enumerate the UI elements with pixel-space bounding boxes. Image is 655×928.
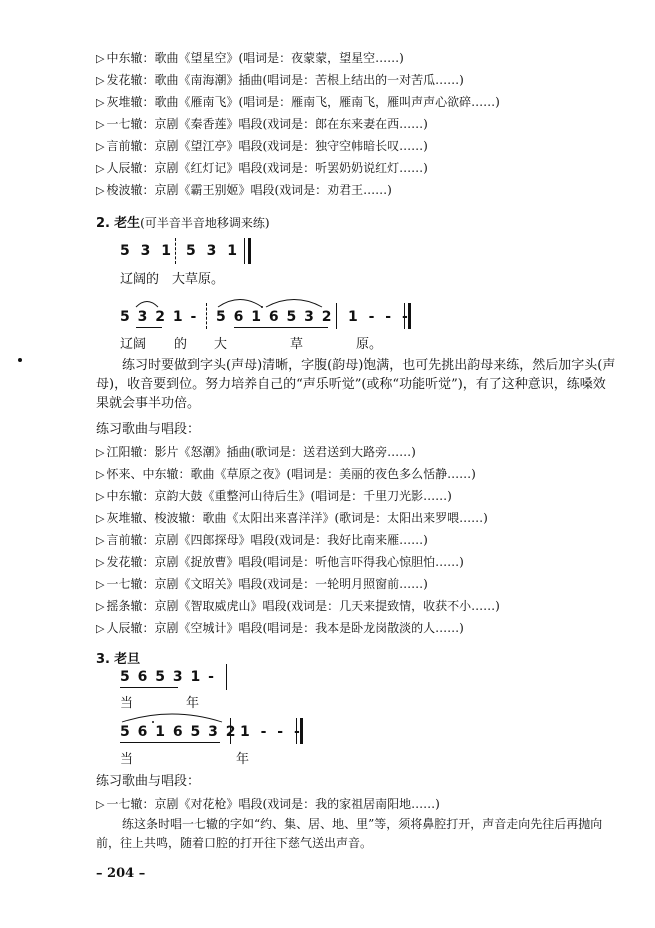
notation-measure: 5 3 2 1 - xyxy=(120,309,197,325)
underline-beam xyxy=(136,327,162,328)
triangle-marker-icon: ▷ xyxy=(96,798,105,811)
list-item: ▷ 一七辙：京剧《文昭关》唱段(戏词是：一轮明月照窗前……) xyxy=(96,577,428,591)
list-item: ▷ 发花辙：歌曲《南海潮》插曲(唱词是：苦根上结出的一对苦瓜……) xyxy=(96,73,464,87)
page-number: – 204 – xyxy=(96,866,146,881)
list-item: ▷ 言前辙：京剧《四郎探母》唱段(戏词是：我好比南来雁……) xyxy=(96,533,428,547)
lyric-word: 大 xyxy=(214,337,228,352)
triangle-marker-icon: ▷ xyxy=(96,446,105,459)
triangle-marker-icon: ▷ xyxy=(96,578,105,591)
body-paragraph: 练习时要做到字头(声母)清晰，字腹(韵母)饱满，也可先挑出韵母来练，然后加字头(声母)，收音要到位。努力培养自己的“声乐听觉”(或称“功能听觉”)，有了这种意识，练嗓效果就会事半功倍。 xyxy=(96,358,616,411)
lyric-word: 当 xyxy=(120,696,134,711)
lyric-word: 原。 xyxy=(356,337,383,352)
triangle-marker-icon: ▷ xyxy=(96,184,105,197)
list-item: ▷ 摇条辙：京剧《智取威虎山》唱段(戏词是：几天来提致情，收获不小……) xyxy=(96,599,500,613)
bar-line xyxy=(404,303,405,329)
high-octave-dot xyxy=(152,721,154,723)
triangle-marker-icon: ▷ xyxy=(96,468,105,481)
underline-beam xyxy=(120,687,178,688)
triangle-marker-icon: ▷ xyxy=(96,512,105,525)
list-item: ▷ 一七辙：京剧《秦香莲》唱段(戏词是：郎在东来妻在西……) xyxy=(96,117,428,131)
triangle-marker-icon: ▷ xyxy=(96,490,105,503)
underline-beam xyxy=(234,327,328,328)
lyric-word: 年 xyxy=(236,752,250,767)
triangle-marker-icon: ▷ xyxy=(96,74,105,87)
bar-line xyxy=(336,303,337,329)
notation-measure: 5 3 1 xyxy=(120,243,171,259)
triangle-marker-icon: ▷ xyxy=(96,118,105,131)
list-item: ▷ 怀来、中东辙：歌曲《草原之夜》(唱词是：美丽的夜色多么恬静……) xyxy=(96,467,476,481)
notation-measure: 1 - - - xyxy=(348,309,408,325)
triangle-marker-icon: ▷ xyxy=(96,162,105,175)
list-item: ▷ 一七辙：京剧《对花枪》唱段(戏词是：我的家祖居南阳地……) xyxy=(96,797,440,811)
slur xyxy=(218,300,262,308)
lyric-word: 当 xyxy=(120,752,134,767)
triangle-marker-icon: ▷ xyxy=(96,556,105,569)
list-item: ▷ 人辰辙：京剧《空城计》唱段(唱词是：我本是卧龙岗散淡的人……) xyxy=(96,621,464,635)
bar-line xyxy=(230,718,231,744)
slur xyxy=(122,714,222,722)
section-heading: 2. 老生(可半音半音地移调来练) xyxy=(96,216,270,231)
notation-measure: 5 3 1 xyxy=(186,243,237,259)
triangle-marker-icon: ▷ xyxy=(96,534,105,547)
notation-measure: 1 - - - xyxy=(240,724,300,740)
lyric-line: 辽阔的 大草原。 xyxy=(120,272,225,287)
practice-label: 练习歌曲与唱段： xyxy=(96,422,201,437)
list-item: ▷ 人辰辙：京剧《红灯记》唱段(戏词是：听罢奶奶说红灯……) xyxy=(96,161,428,175)
practice-label: 练习歌曲与唱段： xyxy=(96,774,201,789)
triangle-marker-icon: ▷ xyxy=(96,600,105,613)
underline-beam xyxy=(120,742,220,743)
list-item: ▷ 梭波辙：京剧《霸王别姬》唱段(戏词是：劝君王……) xyxy=(96,183,392,197)
section-heading: 3. 老旦 xyxy=(96,652,141,667)
slur xyxy=(136,302,158,308)
list-item: ▷ 江阳辙：影片《怒潮》插曲(歌词是：送君送到大路旁……) xyxy=(96,445,416,459)
bar-line xyxy=(244,238,245,264)
notation-measure: 5 6 5 3 1 - xyxy=(120,669,214,685)
bar-line xyxy=(206,303,207,329)
final-bar-line xyxy=(408,303,411,329)
lyric-word: 年 xyxy=(186,696,200,711)
list-item: ▷ 言前辙：京剧《望江亭》唱段(戏词是：独守空帏暗长叹……) xyxy=(96,139,428,153)
bar-line xyxy=(296,718,297,744)
list-item: ▷ 中东辙：京韵大鼓《重整河山待后生》(唱词是：千里刀光影……) xyxy=(96,489,452,503)
triangle-marker-icon: ▷ xyxy=(96,622,105,635)
list-item: ▷ 发花辙：京剧《捉放曹》唱段(唱词是：听他言吓得我心惊胆怕……) xyxy=(96,555,464,569)
triangle-marker-icon: ▷ xyxy=(96,140,105,153)
triangle-marker-icon: ▷ xyxy=(96,52,105,65)
lyric-word: 辽阔 xyxy=(120,337,147,352)
margin-dot xyxy=(18,358,22,362)
final-bar-line xyxy=(300,718,303,744)
list-item: ▷ 灰堆辙：歌曲《雁南飞》(唱词是：雁南飞，雁南飞，雁叫声声心欲碎……) xyxy=(96,95,500,109)
notation-measure: 5 6 1 6 5 3 2 xyxy=(216,309,332,325)
lyric-word: 草 xyxy=(290,337,304,352)
final-bar-line xyxy=(248,238,251,264)
triangle-marker-icon: ▷ xyxy=(96,96,105,109)
high-octave-dot xyxy=(261,306,263,308)
notation-measure: 5 6 1 6 5 3 2 xyxy=(120,724,236,740)
bar-line xyxy=(226,664,227,690)
list-item: ▷ 灰堆辙、梭波辙：歌曲《太阳出来喜洋洋》(歌词是：太阳出来罗喂……) xyxy=(96,511,488,525)
closing-paragraph: 练这条时唱一七辙的字如“约、集、居、地、里”等，须将鼻腔打开，声音走向先往后再抛向前，往上共鸣，随着口腔的打开往下慈气送出声音。 xyxy=(96,817,603,850)
slur xyxy=(266,300,322,308)
bar-line xyxy=(175,238,176,264)
list-item: ▷ 中东辙：歌曲《望星空》(唱词是：夜蒙蒙，望星空……) xyxy=(96,51,404,65)
lyric-word: 的 xyxy=(174,337,188,352)
